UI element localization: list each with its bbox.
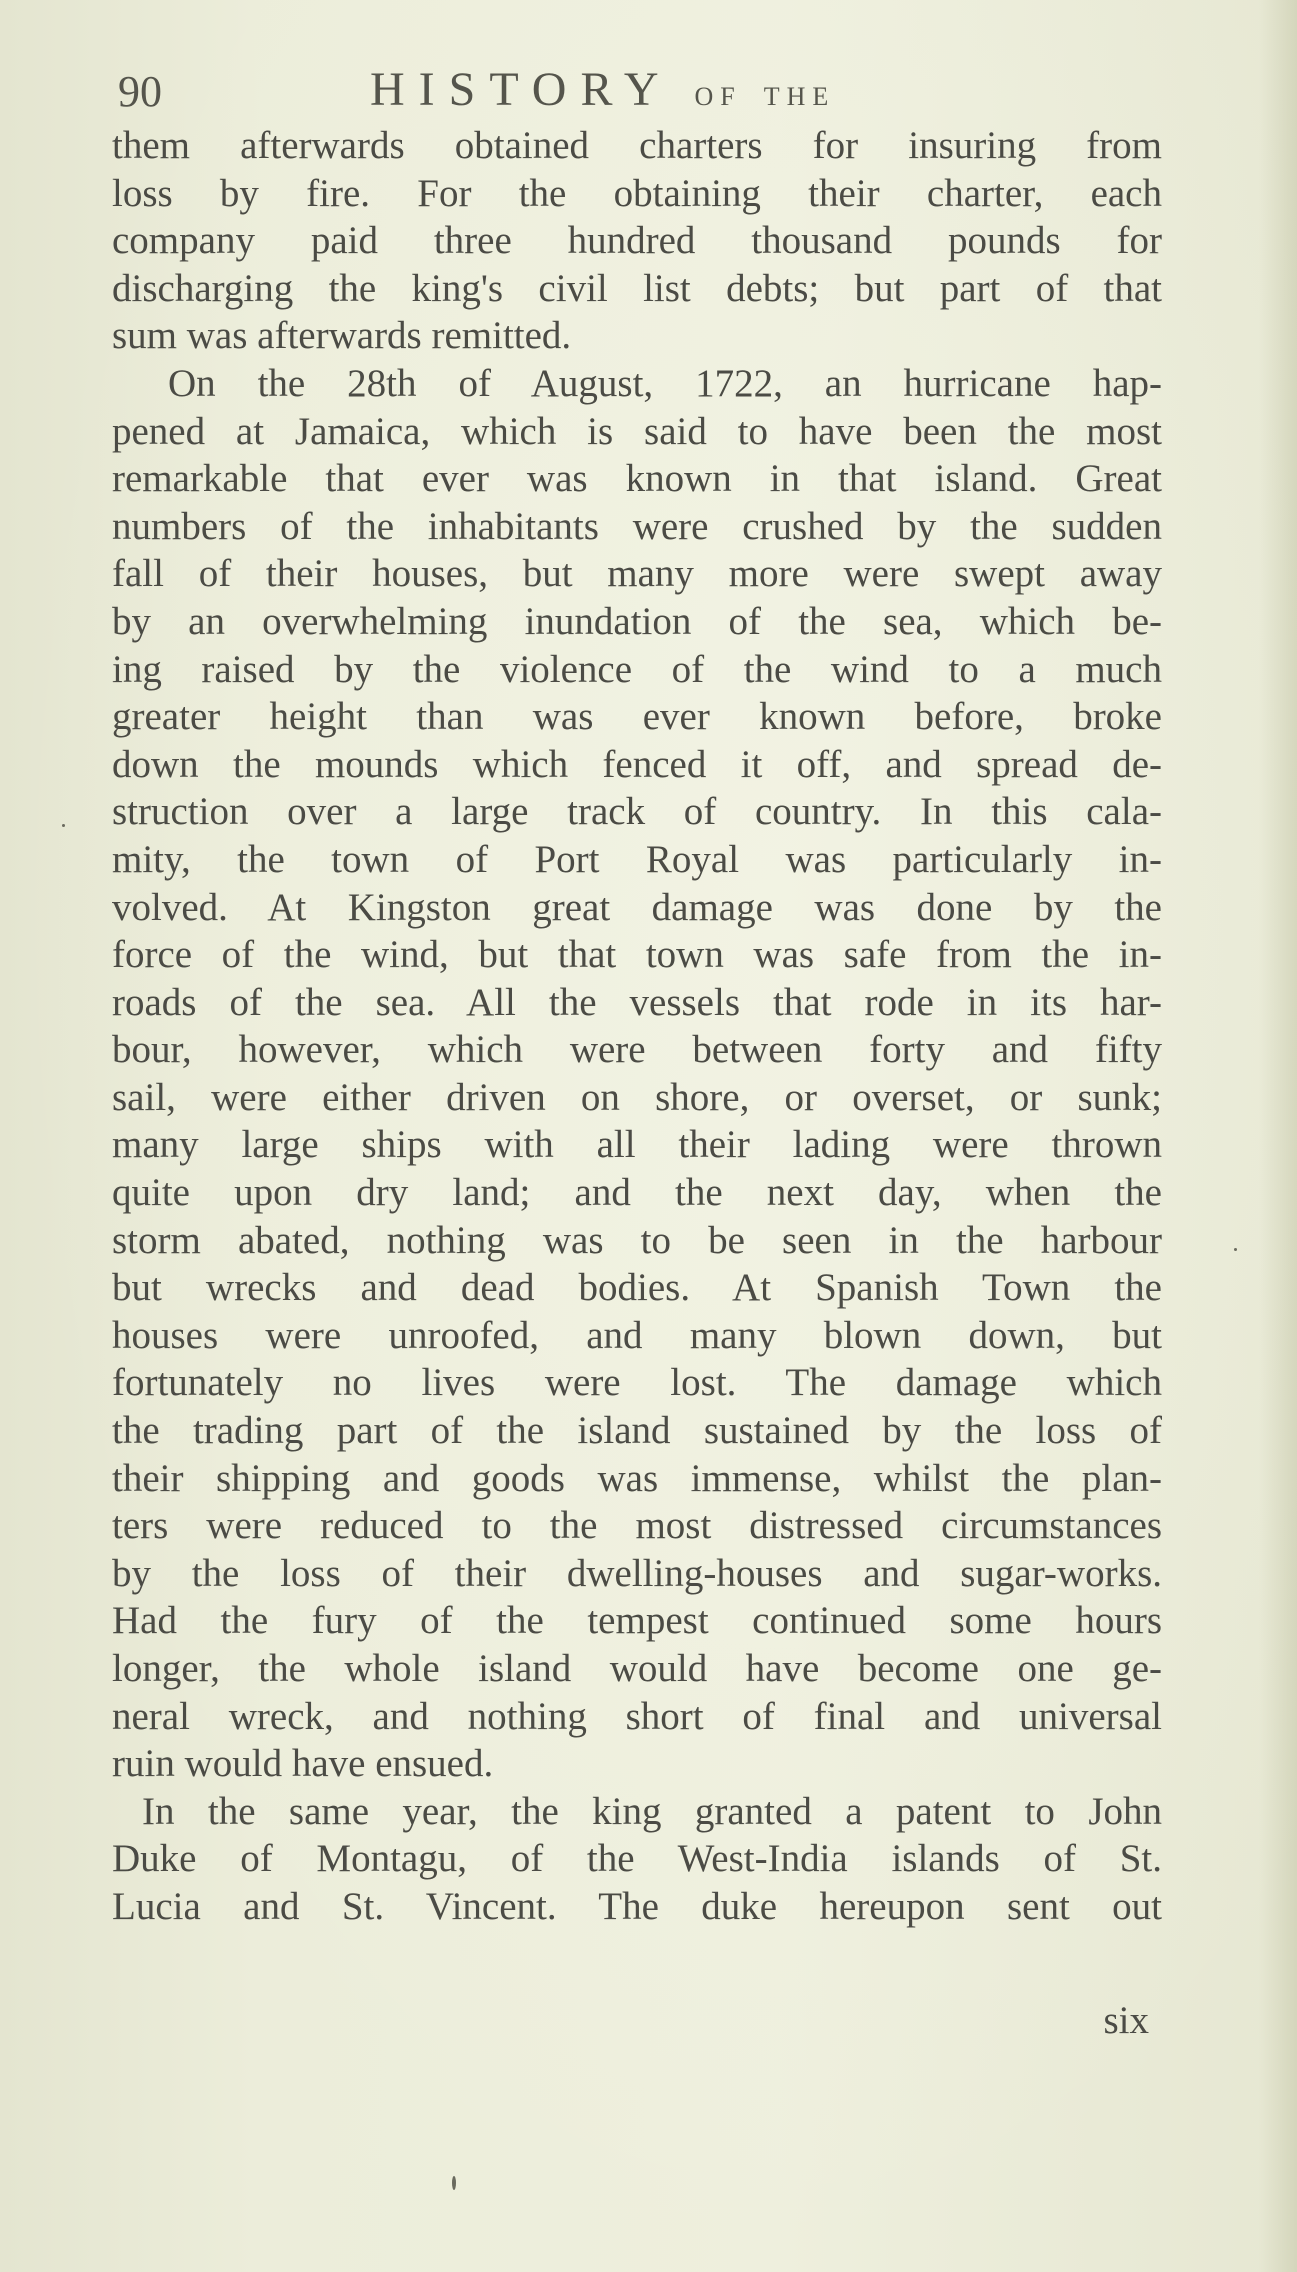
page-number: 90 [118, 67, 162, 116]
text-line: fall of their houses, but many more were swept away [112, 552, 1162, 596]
text-line: loss by fire. For the obtaining their charter, each [112, 171, 1162, 215]
text-line: ing raised by the violence of the wind to a much [112, 647, 1162, 691]
running-title-main: HISTORY [370, 63, 673, 116]
text-line: neral wreck, and nothing short of final and universal [112, 1694, 1162, 1738]
text-line: many large ships with all their lading were thrown [112, 1123, 1162, 1167]
text-line: mity, the town of Port Royal was particularly in- [112, 837, 1162, 881]
text-line: sail, were either driven on shore, or overset, or sunk; [112, 1075, 1162, 1119]
text-line: company paid three hundred thousand pounds for [112, 219, 1162, 263]
running-title [370, 62, 835, 117]
text-line: struction over a large track of country. In this cala- [112, 790, 1162, 834]
ink-speck [1234, 1248, 1237, 1251]
text-line: pened at Jamaica, which is said to have been the most [112, 409, 1162, 453]
running-header [118, 62, 1168, 122]
text-line: greater height than was ever known before, broke [112, 695, 1162, 739]
text-line: the trading part of the island sustained by the loss of [112, 1409, 1162, 1453]
text-line: their shipping and goods was immense, whilst the plan- [112, 1456, 1162, 1500]
text-line: houses were unroofed, and many blown down, but [112, 1313, 1162, 1357]
text-line: by the loss of their dwelling-houses and sugar-works. [112, 1551, 1162, 1595]
text-line: numbers of the inhabitants were crushed by the sudden [112, 504, 1162, 548]
text-line: volved. At Kingston great damage was done by the [112, 885, 1162, 929]
text-line: ruin would have ensued. [112, 1742, 494, 1786]
paragraph-start-line: In the same year, the king granted a patent to John [142, 1789, 1162, 1833]
text-line: Duke of Montagu, of the West-India islands of St. [112, 1837, 1162, 1881]
text-line: roads of the sea. All the vessels that rode in its har- [112, 980, 1162, 1024]
paragraph-start-line: On the 28th of August, 1722, an hurricane hap- [168, 361, 1162, 405]
text-line: discharging the king's civil list debts; but part of that [112, 266, 1162, 310]
ink-speck [62, 824, 65, 827]
text-line: force of the wind, but that town was safe from the in- [112, 933, 1162, 977]
text-line: ters were reduced to the most distressed circumstances [112, 1504, 1162, 1548]
text-line: by an overwhelming inundation of the sea, which be- [112, 599, 1162, 643]
text-line: fortunately no lives were lost. The damage which [112, 1361, 1162, 1405]
running-title-the: THE [763, 82, 836, 111]
page-edge-shadow [1259, 0, 1297, 2272]
text-line: sum was afterwards remitted. [112, 314, 572, 358]
text-line: them afterwards obtained charters for insuring from [112, 124, 1162, 167]
text-line: Had the fury of the tempest continued some hours [112, 1599, 1162, 1643]
text-line: but wrecks and dead bodies. At Spanish Town the [112, 1266, 1162, 1310]
ink-speck [452, 2176, 456, 2190]
body-text [112, 122, 1162, 1931]
text-line: down the mounds which fenced it off, and spread de- [112, 742, 1162, 786]
text-line: quite upon dry land; and the next day, when the [112, 1171, 1162, 1215]
text-line: storm abated, nothing was to be seen in the harbour [112, 1218, 1162, 1262]
text-line: bour, however, which were between forty and fifty [112, 1028, 1162, 1072]
running-title-of: OF [694, 82, 742, 111]
text-line: remarkable that ever was known in that island. Great [112, 457, 1162, 501]
text-line: longer, the whole island would have become one ge- [112, 1647, 1162, 1690]
text-line: Lucia and St. Vincent. The duke hereupon sent out [112, 1884, 1162, 1928]
catchword: six [1103, 1999, 1149, 2042]
